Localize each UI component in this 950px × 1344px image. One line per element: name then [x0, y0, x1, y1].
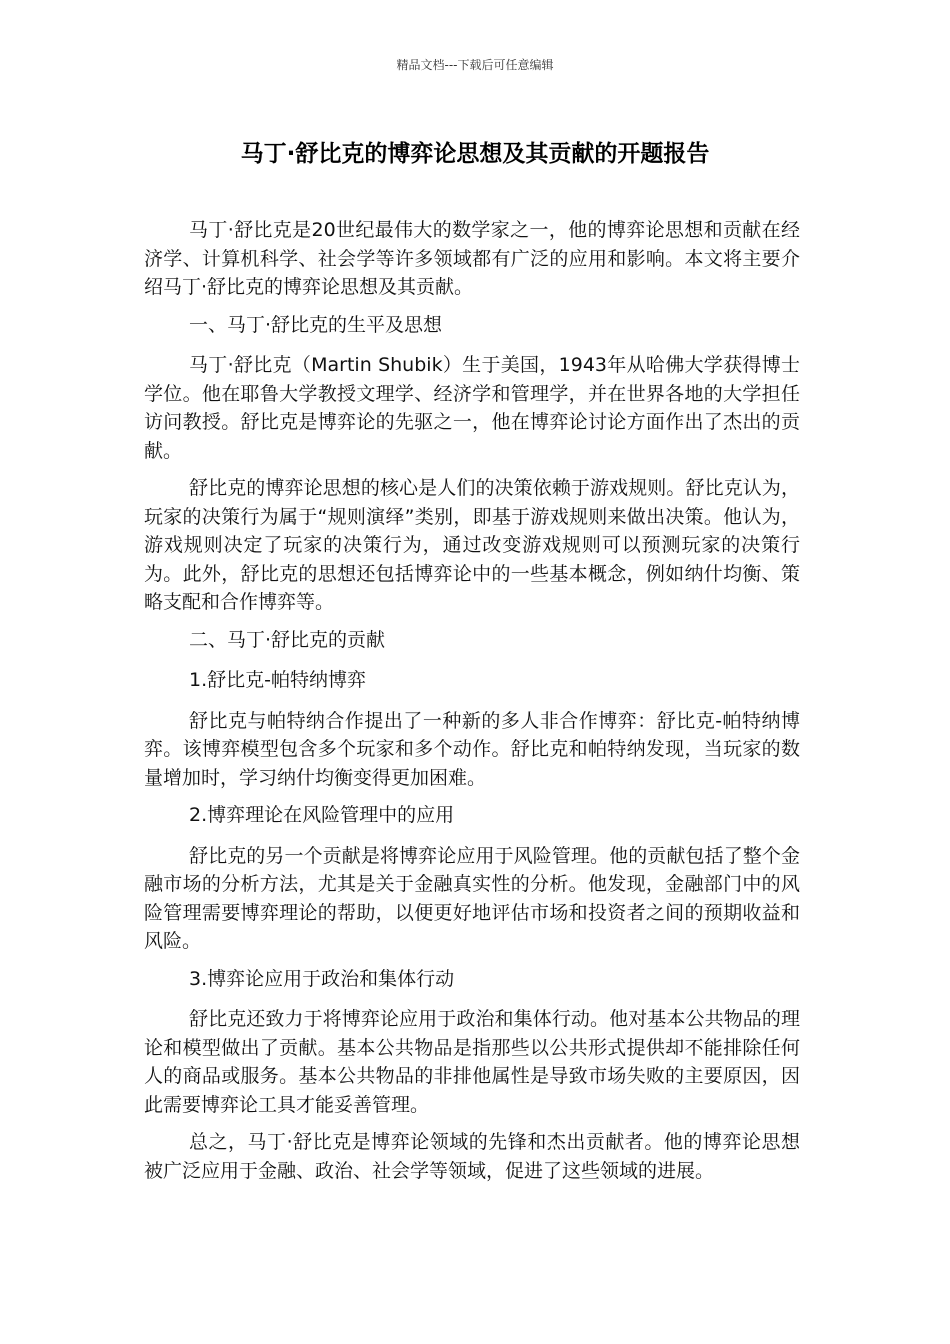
section-1-paragraph-2: 舒比克的博弈论思想的核心是人们的决策依赖于游戏规则。舒比克认为，玩家的决策行为属于“规则演绎”类别，即基于游戏规则来做出决策。他认为，游戏规则决定了玩家的决策行为，通过改变游戏规则可以预测玩家的决策行为。此外，舒比克的思想还包括博弈论中的一些基本概念，例如纳什均衡、策略支配和合作博弈等。 — [144, 477, 800, 613]
section-2-heading: 二、马丁·舒比克的贡献 — [189, 628, 386, 651]
conclusion-paragraph: 总之，马丁·舒比克是博弈论领域的先锋和杰出贡献者。他的博弈论思想被广泛应用于金融、政治、社会学等领域，促进了这些领域的进展。 — [144, 1131, 800, 1182]
section-1-paragraph-1: 马丁·舒比克（Martin Shubik）生于美国，1943年从哈佛大学获得博士学位。他在耶鲁大学教授文理学、经济学和管理学，并在世界各地的大学担任访问教授。舒比克是博弈论的先驱之一，他在博弈论讨论方面作出了杰出的贡献。 — [144, 354, 800, 462]
subsection-3-heading: 3.博弈论应用于政治和集体行动 — [189, 967, 455, 990]
intro-paragraph: 马丁·舒比克是20世纪最伟大的数学家之一，他的博弈论思想和贡献在经济学、计算机科学、社会学等许多领域都有广泛的应用和影响。本文将主要介绍马丁·舒比克的博弈论思想及其贡献。 — [144, 219, 800, 298]
document-body — [144, 216, 800, 1194]
page-header: 精品文档---下载后可任意编辑 — [396, 58, 554, 72]
document-title: 马丁·舒比克的博弈论思想及其贡献的开题报告 — [240, 141, 710, 167]
subsection-3-paragraph: 舒比克还致力于将博弈论应用于政治和集体行动。他对基本公共物品的理论和模型做出了贡献。基本公共物品是指那些以公共形式提供却不能排除任何人的商品或服务。基本公共物品的非排他属性是导致市场失败的主要原因，因此需要博弈论工具才能妥善管理。 — [144, 1008, 800, 1116]
subsection-2-heading: 2.博弈理论在风险管理中的应用 — [189, 804, 455, 826]
section-1-heading: 一、马丁·舒比克的生平及思想 — [189, 313, 443, 336]
subsection-2-paragraph: 舒比克的另一个贡献是将博弈论应用于风险管理。他的贡献包括了整个金融市场的分析方法，尤其是关于金融真实性的分析。他发现，金融部门中的风险管理需要博弈理论的帮助，以便更好地评估市场和投资者之间的预期收益和风险。 — [144, 844, 800, 952]
subsection-1-paragraph: 舒比克与帕特纳合作提出了一种新的多人非合作博弈：舒比克-帕特纳博弈。该博弈模型包含多个玩家和多个动作。舒比克和帕特纳发现，当玩家的数量增加时，学习纳什均衡变得更加困难。 — [144, 709, 800, 789]
subsection-1-heading: 1.舒比克-帕特纳博弈 — [189, 669, 366, 691]
